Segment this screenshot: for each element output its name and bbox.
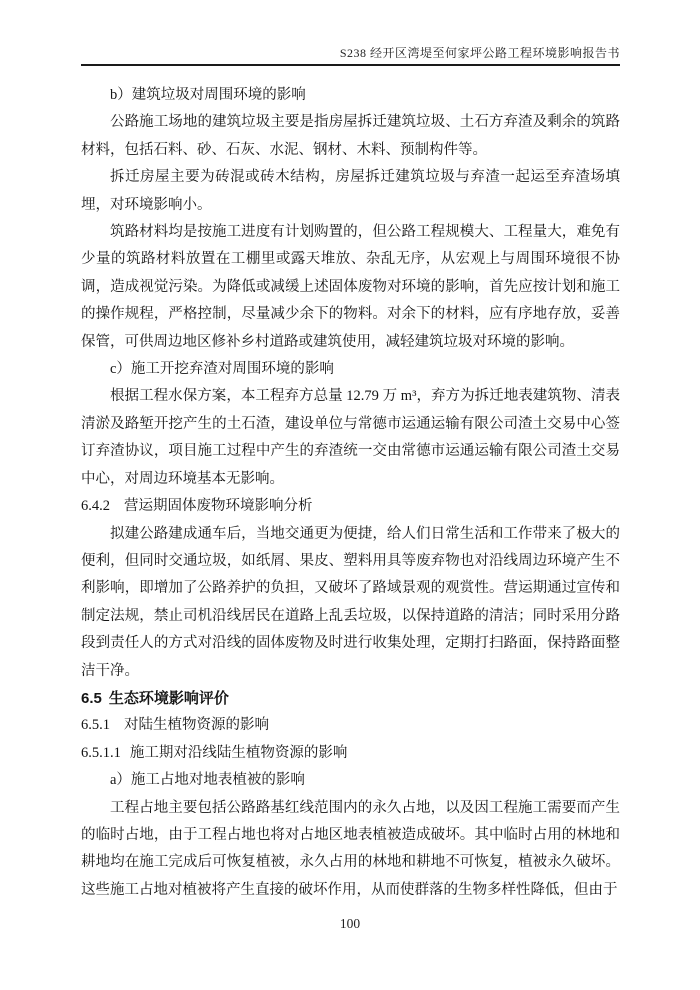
- heading-6-5-number: 6.5: [81, 689, 102, 707]
- heading-6-5-1-1-title: 施工期对沿线陆生植物资源的影响: [129, 744, 348, 761]
- para-operation-waste: 拟建公路建成通车后，当地交通更为便捷，给人们日常生活和工作带来了极大的便利，但同时交通垃圾，如纸屑、果皮、塑料用具等废弃物也对沿线周边环境产生不利影响，即增加了公路养护的负担，又破坏了路域景观的观赏性。营运期通过宣传和制定法规，禁止司机沿线居民在道路上乱丢垃圾，以保持道路的清洁；同时采用分路段到责任人的方式对沿线的固体废物及时进行收集处理，定期打扫路面，保持路面整洁干净。: [81, 525, 620, 679]
- header-rule: [81, 64, 620, 66]
- para-land-occupation: 工程占地主要包括公路路基红线范围内的永久占地，以及因工程施工需要而产生的临时占地，由于工程占地也将对占地区地表植被造成破坏。其中临时占用的林地和耕地均在施工完成后可恢复植被，永久占用的林地和耕地不可恢复，植被永久破坏。这些施工占地对植被将产生直接的破坏作用，从而使群落的生物多样性降低，但由于: [81, 799, 620, 898]
- para-excavation-spoil: 根据工程水保方案，本工程弃方总量 12.79 万 m³，弃方为拆迁地表建筑物、清表清淤及路堑开挖产生的土石渣，建设单位与常德市运通运输有限公司渣土交易中心签订弃渣协议，项目施工过程中产生的弃渣统一交由常德市运通运输有限公司渣土交易中心，对周边环境基本无影响。: [81, 388, 620, 487]
- heading-6-5-1-title: 对陆生植物资源的影响: [124, 717, 269, 734]
- heading-6-5-1-1-number: 6.5.1.1: [81, 744, 121, 761]
- subheading-b: b）建筑垃圾对周围环境的影响: [110, 87, 306, 103]
- header-title: S238 经开区湾堤至何家坪公路工程环境影响报告书: [339, 46, 620, 60]
- heading-6-5-1: [81, 712, 620, 739]
- heading-6-5: [81, 685, 620, 712]
- para-construction-waste: 公路施工场地的建筑垃圾主要是指房屋拆迁建筑垃圾、土石方弃渣及剩余的筑路材料，包括石料、砂、石灰、水泥、钢材、木料、预制构件等。: [81, 114, 620, 158]
- para-road-materials: 筑路材料均是按施工进度有计划购置的，但公路工程规模大、工程量大，难免有少量的筑路材料放置在工棚里或露天堆放、杂乱无序，从宏观上与周围环境很不协调，造成视觉污染。为降低或减缓上述固体废物对环境的影响，首先应按计划和施工的操作规程，严格控制，尽量减少余下的物料。对余下的材料，应有序地存放，妥善保管，可供周边地区修补乡村道路或建筑使用，减轻建筑垃圾对环境的影响。: [81, 224, 620, 350]
- heading-6-4-2-number: 6.4.2: [81, 498, 110, 515]
- heading-6-5-title: 生态环境影响评价: [108, 689, 229, 707]
- subheading-a: a）施工占地对地表植被的影响: [110, 772, 305, 789]
- document-body: [81, 82, 620, 904]
- para-demolition: 拆迁房屋主要为砖混或砖木结构，房屋拆迁建筑垃圾与弃渣一起运至弃渣场填埋，对环境影响小。: [81, 169, 620, 213]
- heading-6-4-2-title: 营运期固体废物环境影响分析: [124, 498, 313, 515]
- page-header: [81, 44, 620, 61]
- subheading-c: c）施工开挖弃渣对周围环境的影响: [110, 361, 334, 378]
- page-footer: [0, 916, 700, 932]
- heading-6-5-1-1: [81, 740, 620, 767]
- heading-6-4-2: [81, 493, 620, 520]
- heading-6-5-1-number: 6.5.1: [81, 717, 110, 734]
- page-number: 100: [339, 916, 361, 931]
